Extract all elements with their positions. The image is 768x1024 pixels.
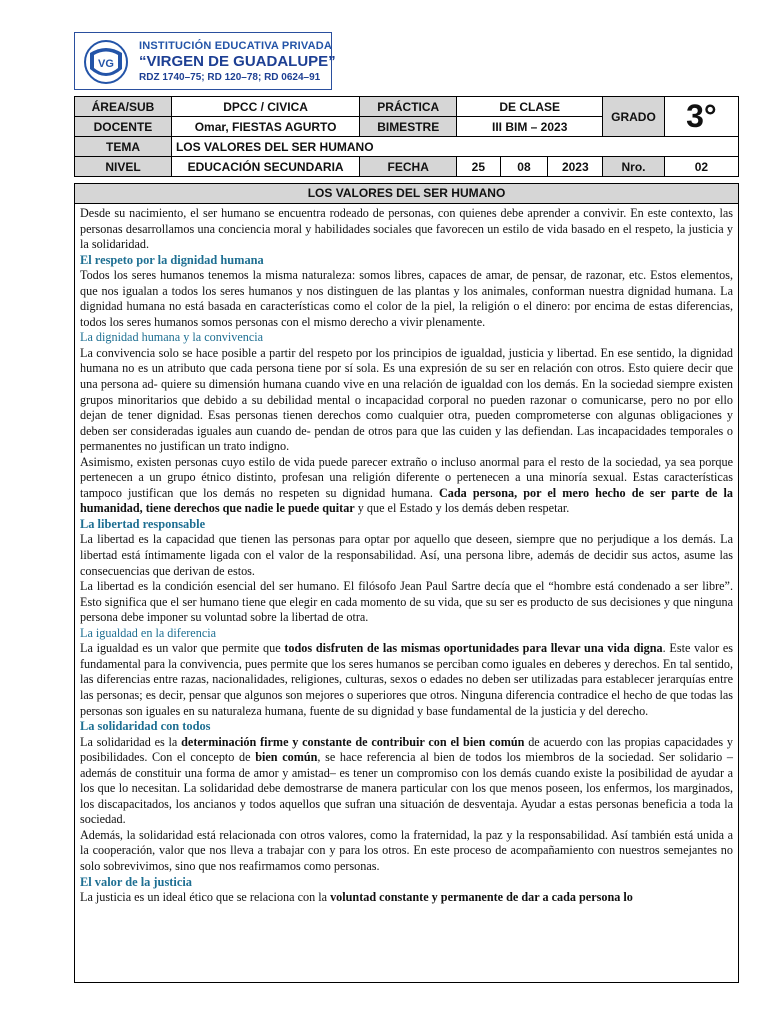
nro-value: 02 (664, 157, 738, 177)
section-heading-justicia: El valor de la justicia (80, 874, 192, 889)
bold-run: bien común (255, 750, 318, 765)
text-run: . Este valor es fundamental para la convivencia, pues permite que los seres humanos se perciban como iguales en deberes y derechos. En tal sentido, las diferencias entre razas, nacionalidades, religiones, culturas, sexos o edades no deben ser utilizadas para establecer jerarquías entre las personas; es decir, pensar que algunos son mejores o superiores que otros. Ninguna diferencia contradice el hecho de que todas las personas son iguales en su naturaleza humana, fuente de su dignidad y base fundamental de la justicia y del derecho. (80, 641, 733, 718)
nivel-value: EDUCACIÓN SECUNDARIA (171, 157, 359, 177)
paragraph-libertad: La libertad es la capacidad que tienen las personas para optar por aquello que deseen, siempre que no perjudique a los demás. La libertad está íntimamente ligada con el valor de la responsabilidad. Así, una persona libre, además de decidir sus actos, asume las consecuencias que derivan de estos. (80, 532, 733, 578)
paragraph-igualdad (80, 641, 733, 719)
institution-name: “VIRGEN DE GUADALUPE” (139, 53, 336, 70)
docente-value: Omar, FIESTAS AGURTO (171, 117, 359, 137)
section-heading-respeto: El respeto por la dignidad humana (80, 252, 264, 267)
bold-run: determinación firme y constante de contribuir con el bien común (181, 734, 525, 749)
class-info-table (74, 96, 739, 177)
fecha-day: 25 (457, 157, 500, 177)
bold-run: Cada persona, por el mero hecho de ser parte de la humanidad, tiene derechos que nadie le puede quitar (80, 485, 733, 516)
text-run: de acuerdo con las propias capacidades y posibilidades. Con el concepto de (80, 734, 734, 765)
grado-label: GRADO (603, 97, 665, 137)
fecha-month: 08 (500, 157, 548, 177)
content-title: LOS VALORES DEL SER HUMANO (75, 184, 738, 204)
tema-label: TEMA (75, 137, 172, 157)
docente-label: DOCENTE (75, 117, 172, 137)
emblem-initials: VG (98, 58, 114, 70)
lesson-body (75, 204, 738, 906)
text-run: La solidaridad es la (80, 734, 182, 749)
practica-label: PRÁCTICA (360, 97, 457, 117)
text-run: La justicia es un ideal ético que se relaciona con la (80, 890, 331, 905)
lesson-content (74, 183, 739, 983)
text-run: y que el Estado y los demás deben respetar. (354, 501, 570, 516)
paragraph-convivencia: La convivencia solo se hace posible a partir del respeto por los principios de igualdad, justicia y libertad. En ese sentido, la dignidad humana no es un atributo que cada persona tiene por sí sola. Es una expresión de su ser en relación con otros. Esto quiere decir que una persona ad- quiere su dimensión humana cuando vive en una relación de igualdad con los demás. En la sociedad siempre existen grupos minoritarios que debido a su debilidad mental o incapacidad corporal no pueden razonar o comunicarse, pero no por ello dejan de tener dignidad. Esas personas tienen derechos como cualquier otra, pueden comprometerse con algunas obligaciones y deben ser consideradas iguales aun cuando de- pendan de otros para que las cuiden y las defiendan. Las incapacidades temporales o permanentes no justifican un trato indigno. (80, 345, 733, 454)
fecha-year: 2023 (548, 157, 603, 177)
paragraph-sartre: La libertad es la condición esencial del ser humano. El filósofo Jean Paul Sartre decía que el “hombre está condenado a ser libre”. Esto significa que el ser humano tiene que elegir en cada momento de su vida, que su ser es producto de sus decisiones y que ninguna persona debe imponer su voluntad sobre la libertad de otra. (80, 579, 733, 625)
paragraph-minorias (80, 455, 733, 517)
institution-header (74, 32, 336, 90)
bimestre-label: BIMESTRE (360, 117, 457, 137)
paragraph-justicia (80, 890, 733, 906)
institution-resolutions: RDZ 1740–75; RD 120–78; RD 0624–91 (139, 72, 321, 83)
section-heading-libertad: La libertad responsable (80, 516, 206, 531)
text-run: Asimismo, existen personas cuyo estilo de vida puede parecer extraño o incluso anormal para el resto de la sociedad, ya sea porque pertenecen a un grupo étnico distinto, profesan una religión diferente o pertenecen a una minoría sexual. Estas características tampoco justifican que los demás no respeten su dignidad humana. (80, 454, 733, 500)
school-emblem-icon (81, 39, 131, 85)
text-run: La igualdad es un valor que permite que (80, 641, 285, 656)
bimestre-value: III BIM – 2023 (457, 117, 603, 137)
area-value: DPCC / CIVICA (171, 97, 359, 117)
bold-run: todos disfruten de las mismas oportunidades para llevar una vida digna (284, 641, 663, 656)
institution-type: INSTITUCIÓN EDUCATIVA PRIVADA (139, 40, 333, 52)
bold-run: voluntad constante y permanente de dar a cada persona lo (330, 890, 633, 905)
nivel-label: NIVEL (75, 157, 172, 177)
section-heading-igualdad: La igualdad en la diferencia (80, 625, 217, 640)
practica-value: DE CLASE (457, 97, 603, 117)
intro-paragraph: Desde su nacimiento, el ser humano se encuentra rodeado de personas, con quienes debe aprender a convivir. En este contexto, las personas desarrollamos una conciencia moral y habilidades sociales que favorecen un estilo de vida basado en el respeto, la justicia y la solidaridad. (80, 206, 733, 252)
area-label: ÁREA/SUB (75, 97, 172, 117)
fecha-label: FECHA (360, 157, 457, 177)
text-run: , se hace referencia al bien de todos los miembros de la sociedad. Ser solidario –además de constituir una forma de amor y amistad– es tener un compromiso con los demás cuando existe la posibilidad de ayudar a los que lo necesitan. La solidaridad debe demostrarse de manera particular con los que menos poseen, los enfermos, los marginados, los discapacitados, los ancianos y todos aquellos que sufran una situación de desventaja. Ayudar a estas personas beneficia a toda la sociedad. (80, 750, 733, 827)
grado-value: 3° (664, 97, 738, 137)
section-heading-solidaridad: La solidaridad con todos (80, 719, 211, 734)
tema-value: LOS VALORES DEL SER HUMANO (171, 137, 738, 157)
section-heading-convivencia: La dignidad humana y la convivencia (80, 330, 264, 345)
nro-label: Nro. (603, 157, 665, 177)
paragraph-respeto: Todos los seres humanos tenemos la misma naturaleza: somos libres, capaces de amar, de pensar, de razonar, etc. Estos elementos, que nos igualan a todos los seres humanos y nos distinguen de las plantas y los animales, conforman nuestra dignidad humana. La dignidad humana no está basada en características como el color de la piel, la religión o el dinero: por encima de estas diferencias, todos los seres humanos somos personas con el mismo derecho a vivir plenamente. (80, 268, 733, 329)
paragraph-solidaridad (80, 735, 733, 828)
paragraph-cooperacion: Además, la solidaridad está relacionada con otros valores, como la fraternidad, la paz y la responsabilidad. Así también está unida a la cooperación, valor que nos lleva a trabajar con y para los otros. En este proceso de acompañamiento con nuestros semejantes no solo sobrevivimos, sino que nos reafirmamos como personas. (80, 827, 733, 873)
